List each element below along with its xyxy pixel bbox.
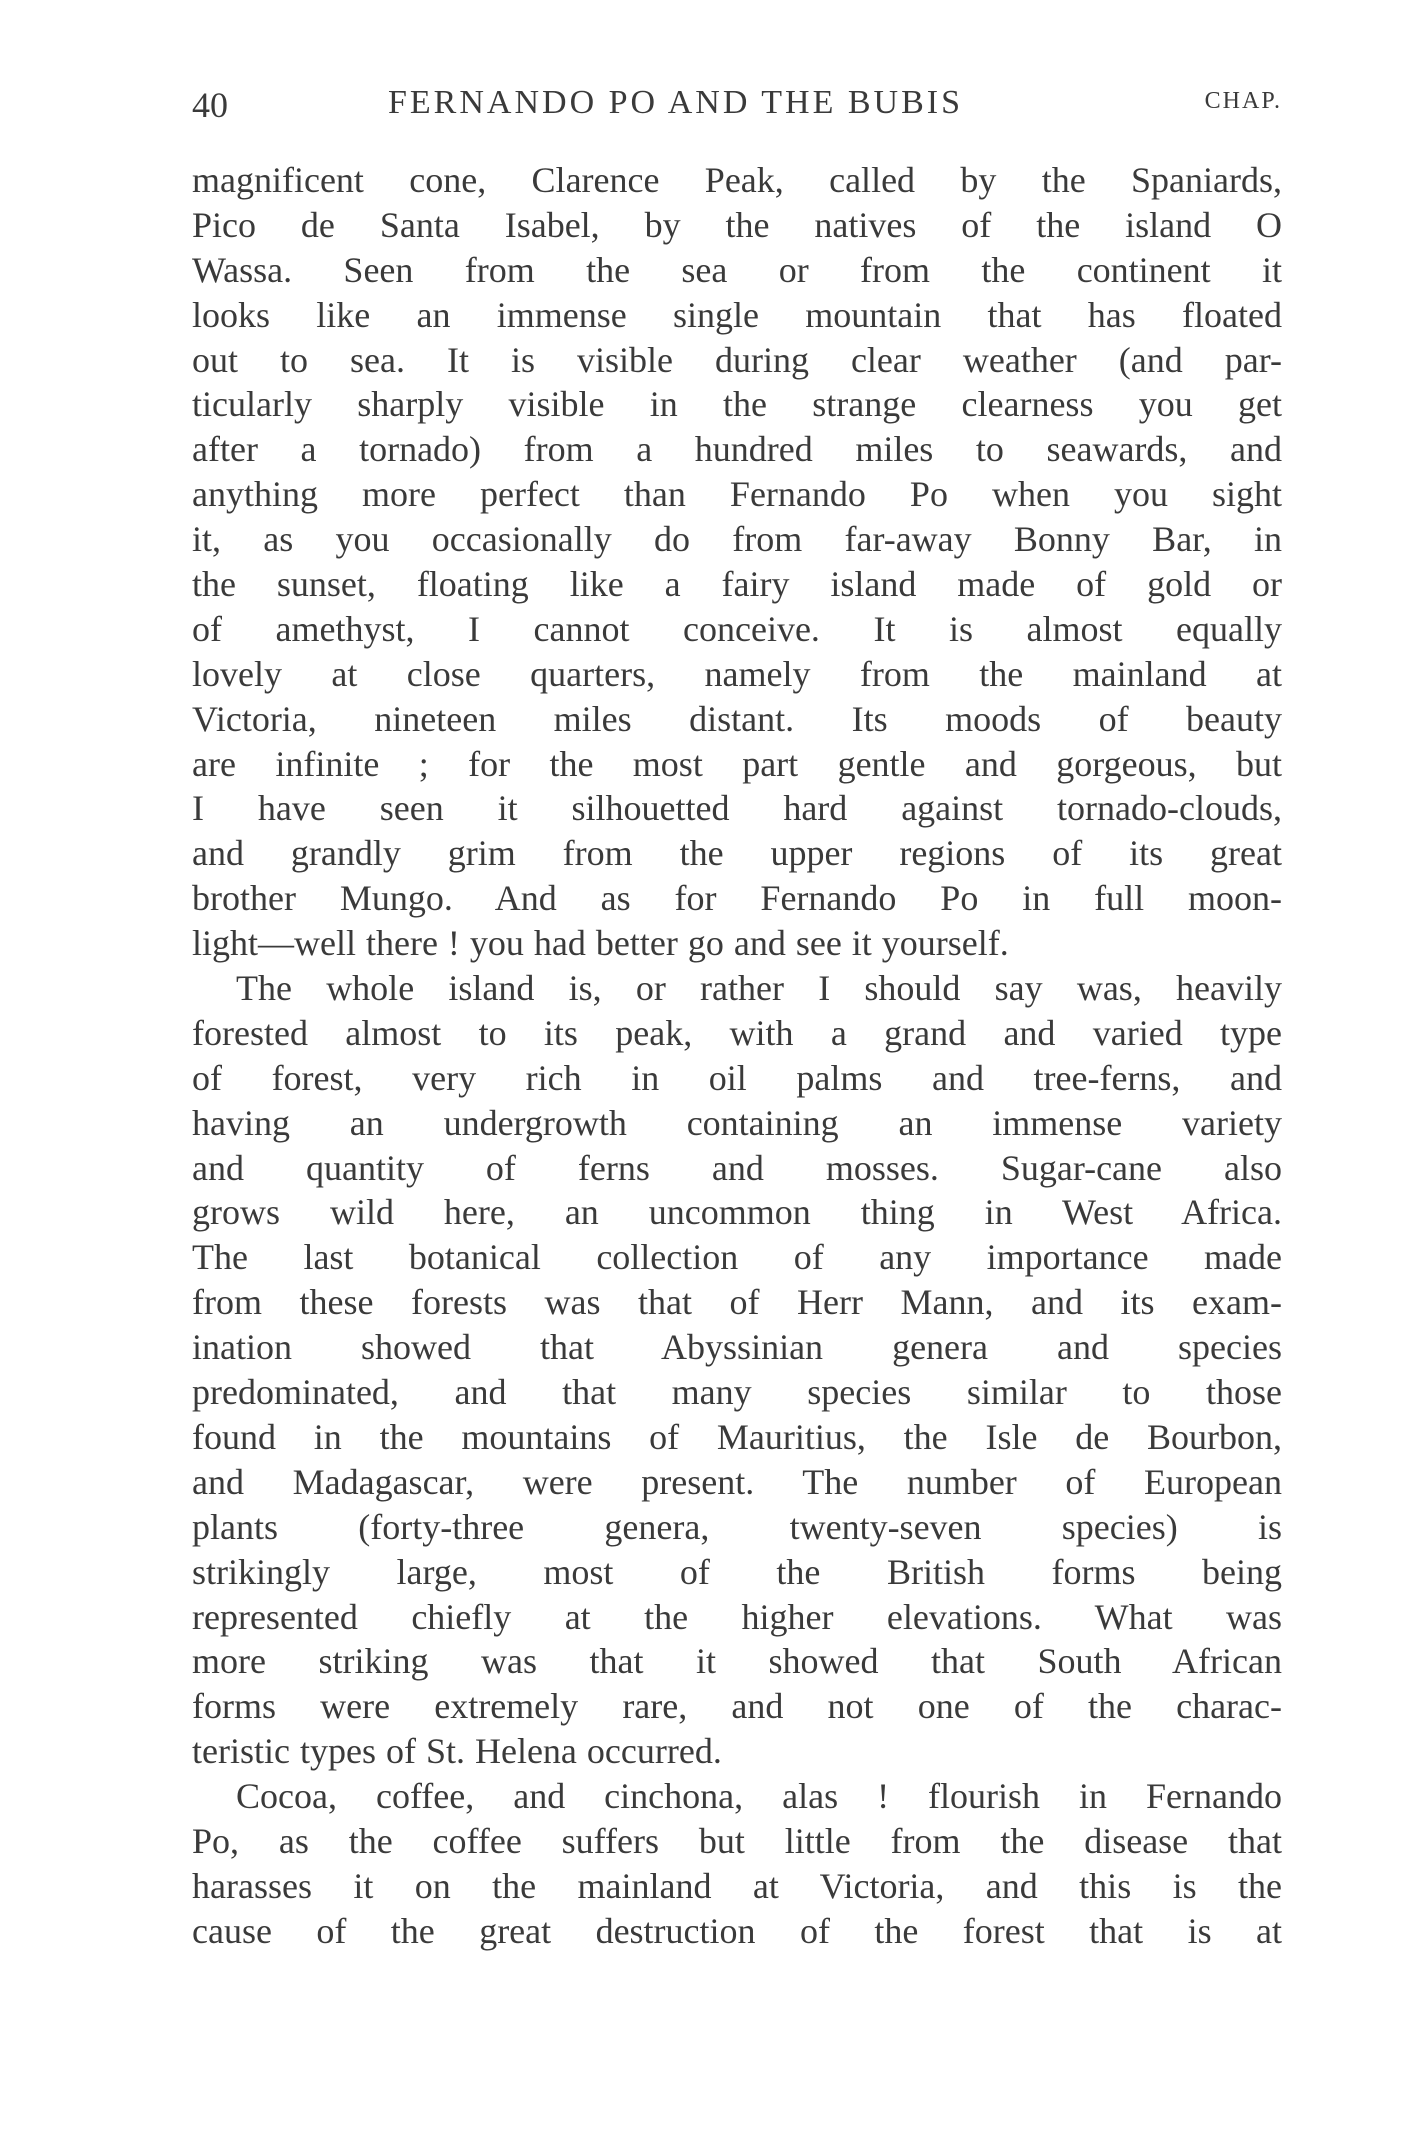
text-line: having an undergrowth containing an immense variety: [192, 1102, 1282, 1143]
text-line: more striking was that it showed that South African: [192, 1641, 1282, 1682]
text-line: harasses it on the mainland at Victoria, and this is the: [192, 1865, 1282, 1906]
paragraph-first-line: The whole island is, or rather I should say was, heavily: [236, 968, 1282, 1009]
text-line: Po, as the coffee suffers but little from the disease that: [192, 1820, 1282, 1861]
text-line: and grandly grim from the upper regions of its great: [192, 833, 1282, 874]
text-line: light—well there ! you had better go and see it yourself.: [192, 923, 1009, 964]
text-line: ination showed that Abyssinian genera and species: [192, 1327, 1282, 1368]
text-line: predominated, and that many species similar to those: [192, 1372, 1282, 1413]
running-title: FERNANDO PO AND THE BUBIS: [388, 84, 963, 121]
running-head: [192, 80, 1282, 132]
text-line: after a tornado) from a hundred miles to seawards, and: [192, 429, 1282, 470]
chapter-mark: CHAP.: [1204, 88, 1282, 114]
text-line: Pico de Santa Isabel, by the natives of the island O: [192, 204, 1282, 245]
text-line: looks like an immense single mountain that has floated: [192, 294, 1282, 335]
text-line: brother Mungo. And as for Fernando Po in full moon-: [192, 878, 1282, 919]
text-line: Victoria, nineteen miles distant. Its moods of beauty: [192, 698, 1282, 739]
body-text: [192, 158, 1282, 1954]
text-line: represented chiefly at the higher elevations. What was: [192, 1596, 1282, 1637]
text-line: from these forests was that of Herr Mann, and its exam-: [192, 1282, 1282, 1323]
text-line: plants (forty-three genera, twenty-seven species) is: [192, 1506, 1282, 1547]
page-number: 40: [192, 85, 228, 125]
text-line: are infinite ; for the most part gentle and gorgeous, but: [192, 743, 1282, 784]
text-line: forested almost to its peak, with a grand and varied type: [192, 1012, 1282, 1053]
text-line: Wassa. Seen from the sea or from the continent it: [192, 249, 1282, 290]
text-line: lovely at close quarters, namely from the mainland at: [192, 653, 1282, 694]
text-line: magnificent cone, Clarence Peak, called by the Spaniards,: [192, 160, 1282, 200]
text-line: The last botanical collection of any importance made: [192, 1237, 1282, 1278]
paragraph-first-line: Cocoa, coffee, and cinchona, alas ! flourish in Fernando: [236, 1776, 1282, 1817]
text-line: of forest, very rich in oil palms and tree-ferns, and: [192, 1057, 1282, 1098]
text-line: teristic types of St. Helena occurred.: [192, 1731, 722, 1772]
text-line: I have seen it silhouetted hard against tornado-clouds,: [192, 788, 1282, 829]
text-line: and quantity of ferns and mosses. Sugar-cane also: [192, 1147, 1282, 1188]
text-line: it, as you occasionally do from far-away Bonny Bar, in: [192, 519, 1282, 560]
text-line: strikingly large, most of the British forms being: [192, 1551, 1282, 1592]
text-line: ticularly sharply visible in the strange clearness you get: [192, 384, 1282, 425]
text-line: cause of the great destruction of the forest that is at: [192, 1910, 1282, 1951]
text-line: found in the mountains of Mauritius, the Isle de Bourbon,: [192, 1416, 1282, 1457]
text-line: anything more perfect than Fernando Po when you sight: [192, 474, 1282, 515]
text-line: the sunset, floating like a fairy island made of gold or: [192, 564, 1282, 605]
text-line: of amethyst, I cannot conceive. It is almost equally: [192, 608, 1282, 649]
text-line: forms were extremely rare, and not one of the charac-: [192, 1686, 1282, 1727]
text-line: out to sea. It is visible during clear weather (and par-: [192, 339, 1282, 380]
text-line: and Madagascar, were present. The number of European: [192, 1461, 1282, 1502]
text-line: grows wild here, an uncommon thing in West Africa.: [192, 1192, 1282, 1233]
